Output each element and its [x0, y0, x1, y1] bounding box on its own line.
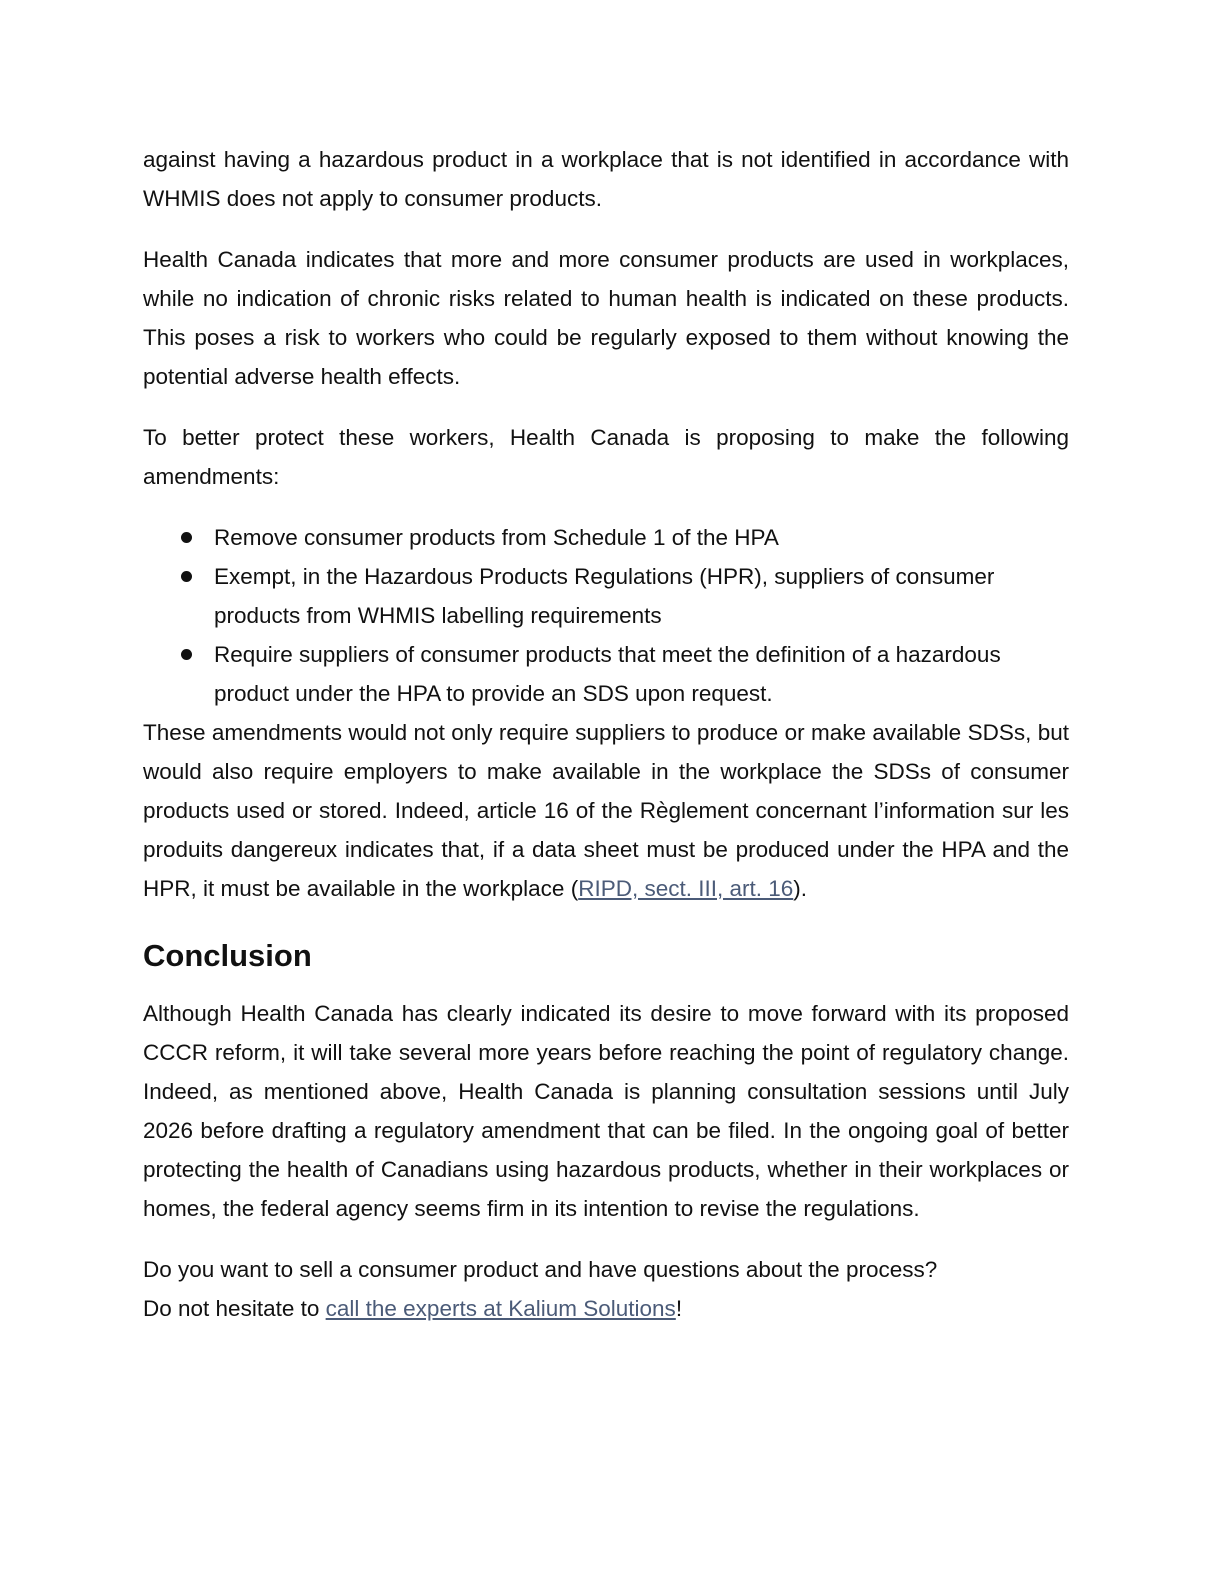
list-item-text: Exempt, in the Hazardous Products Regulations (HPR), suppliers of consumer products from WHMIS labelling requirements — [214, 564, 995, 628]
conclusion-heading: Conclusion — [143, 938, 312, 973]
paragraph-text: These amendments would not only require suppliers to produce or make available SDSs, but would also require employers to make available in the workplace the SDSs of consumer products used or stored. Indeed, article 16 of the Règlement concernant l’information sur les produits dangereux indicates that, if a data sheet must be produced under the HPA and the HPR, it must be available in the workplace ( — [143, 720, 1069, 901]
bullet-icon — [181, 649, 192, 660]
paragraph-whmis-exemption: against having a hazardous product in a workplace that is not identified in accordance with WHMIS does not apply to consumer products. — [143, 147, 1069, 211]
list-item-text: Require suppliers of consumer products that meet the definition of a hazardous product under the HPA to provide an SDS upon request. — [214, 642, 1001, 706]
paragraph-health-canada-indication: Health Canada indicates that more and more consumer products are used in workplaces, while no indication of chronic risks related to human health is indicated on these products. This poses a risk to workers who could be regularly exposed to them without knowing the potential adverse health effects. — [143, 247, 1069, 389]
list-item — [143, 518, 1069, 557]
paragraph-text: Do you want to sell a consumer product and have questions about the process? — [143, 1257, 938, 1282]
paragraph-text: ). — [793, 876, 808, 901]
paragraph-conclusion: Although Health Canada has clearly indicated its desire to move forward with its proposed CCCR reform, it will take several more years before reaching the point of regulatory change. Indeed, as mentioned above, Health Canada is planning consultation sessions until July 2026 before drafting a regulatory amendment that can be filed. In the ongoing goal of better protecting the health of Canadians using hazardous products, whether in their workplaces or homes, the federal agency seems firm in its intention to revise the regulations. — [143, 1001, 1069, 1221]
paragraph-proposed-amendments-intro: To better protect these workers, Health Canada is proposing to make the following amendments: — [143, 425, 1069, 489]
kalium-solutions-contact-link[interactable]: call the experts at Kalium Solutions — [325, 1296, 676, 1321]
list-item-text: Remove consumer products from Schedule 1 of the HPA — [214, 525, 779, 550]
paragraph-call-to-action — [143, 1250, 1069, 1328]
ripd-reference-link[interactable]: RIPD, sect. III, art. 16 — [578, 876, 794, 901]
document-page — [143, 140, 1069, 1328]
paragraph-text: ! — [675, 1296, 683, 1321]
amendments-list — [143, 518, 1069, 713]
bullet-icon — [181, 532, 192, 543]
paragraph-text: Do not hesitate to — [143, 1296, 326, 1321]
bullet-icon — [181, 571, 192, 582]
list-item — [143, 557, 1069, 635]
list-item — [143, 635, 1069, 713]
paragraph-amendments-effect — [143, 713, 1069, 908]
